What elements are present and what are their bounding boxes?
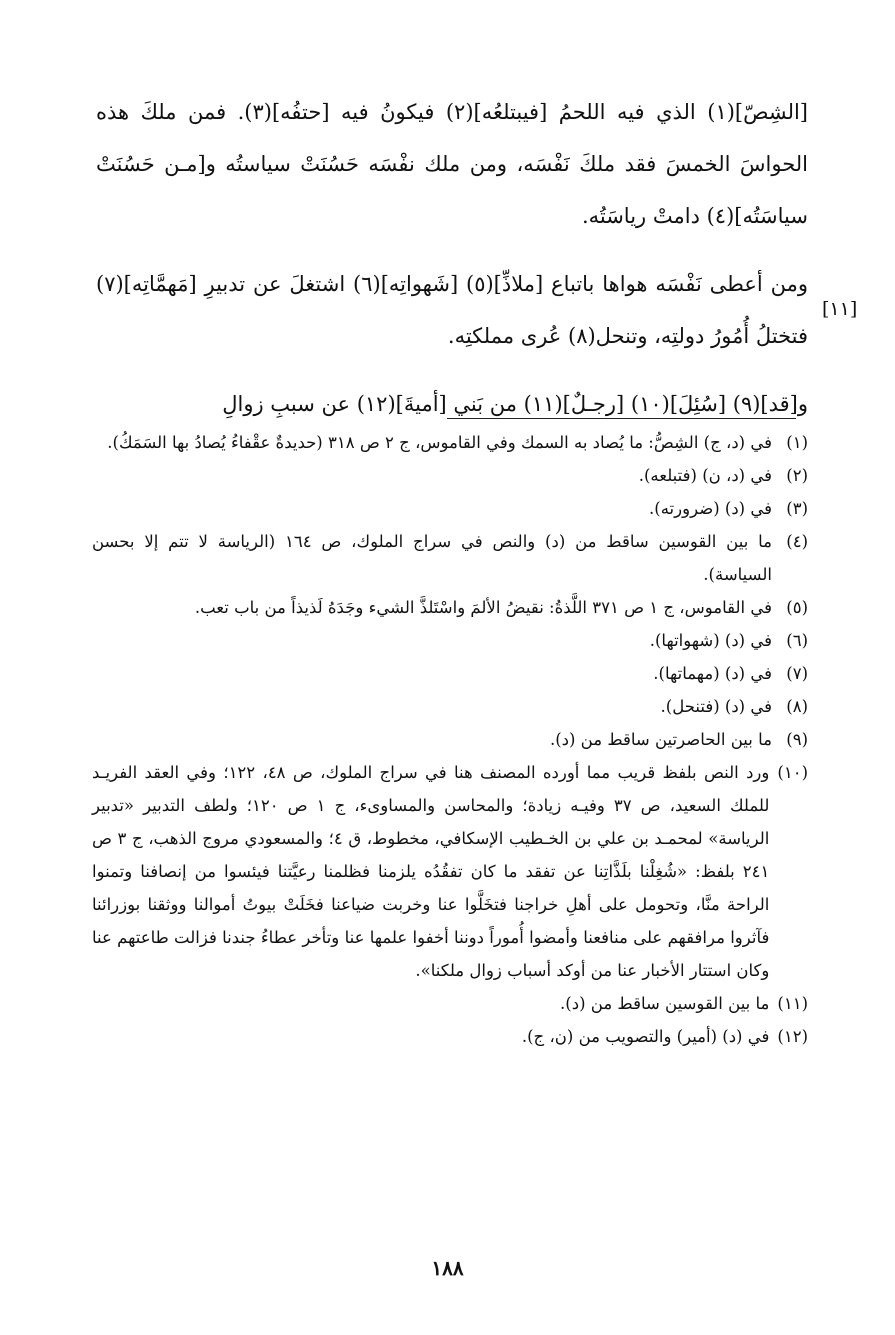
footnote-item bbox=[92, 426, 808, 459]
page-number: ١٨٨ bbox=[431, 1256, 464, 1280]
footnote-text: ما بين الحاصرتين ساقط من (د). bbox=[549, 730, 772, 749]
footnote-text: في (د) (شهواتها). bbox=[649, 631, 772, 650]
footnote-item bbox=[92, 459, 808, 492]
footnote-item bbox=[92, 987, 808, 1020]
footnote-number: (٧) bbox=[786, 664, 808, 683]
footnote-item bbox=[92, 624, 808, 657]
footnotes-list bbox=[92, 426, 808, 1053]
footnote-number: (٣) bbox=[786, 499, 808, 518]
footnote-text: في (د) (ضرورته). bbox=[649, 499, 772, 518]
main-text bbox=[96, 86, 808, 446]
margin-note: [١١] bbox=[822, 298, 858, 320]
footnote-text: في (د، ج) الشِصُّ: ما يُصاد به السمك وفي القاموس، ج ٢ ص ٣١٨ (حديدةٌ عقْفاءُ يُصادُ بها السَمَكُ). bbox=[107, 433, 772, 452]
footnote-text: في القاموس، ج ١ ص ٣٧١ اللَّذةُ: نقيضُ الألمَ واسْتَلذَّ الشيء وجَدَهُ لَذيذاً من باب تعب. bbox=[194, 598, 772, 617]
footnote-item bbox=[92, 525, 808, 591]
footnote-item bbox=[92, 657, 808, 690]
footnote-number: (٤) bbox=[786, 532, 808, 551]
footnote-item bbox=[92, 492, 808, 525]
footnote-separator bbox=[447, 418, 796, 419]
footnote-item bbox=[92, 1020, 808, 1053]
footnote-text: ما بين القوسين ساقط من (د). bbox=[560, 994, 770, 1013]
body-paragraph-3: و[قد](٩) [سُئِلَ](١٠) [رجـلٌ](١١) من بَني [أميةَ](١٢) عن سببِ زوالِ bbox=[222, 392, 808, 416]
footnote-number: (٨) bbox=[786, 697, 808, 716]
footnote-text: في (د) (أمير) والتصويب من (ن، ج). bbox=[521, 1027, 770, 1046]
footnote-number: (٩) bbox=[786, 730, 808, 749]
footnote-item bbox=[92, 756, 808, 987]
footnote-item bbox=[92, 591, 808, 624]
footnote-number: (١١) bbox=[777, 994, 808, 1013]
body-paragraph-2: ومن أعطى نَفْسَه هواها باتباع [ملاذِّ](٥) [شَهواتِه](٦) اشتغلَ عن تدبيرِ [مَهمَّاتِه](٧) فتختلُ أُمُورُ دولتِه، وتنحل(٨) عُرى مملكتِه. bbox=[96, 272, 808, 348]
footnote-text: في (د) (فتنحل). bbox=[660, 697, 772, 716]
footnote-text: في (د) (مهماتها). bbox=[653, 664, 772, 683]
footnote-text: في (د، ن) (فتبلعه). bbox=[638, 466, 772, 485]
footnote-number: (٦) bbox=[786, 631, 808, 650]
footnote-item bbox=[92, 723, 808, 756]
footnote-number: (٢) bbox=[786, 466, 808, 485]
footnote-text: ما بين القوسين ساقط من (د) والنص في سراج الملوك، ص ١٦٤ (الرياسة لا تتم إلا بحسن السياسة). bbox=[92, 532, 772, 584]
footnote-number: (١٠) bbox=[777, 763, 808, 782]
footnote-number: (١) bbox=[786, 433, 808, 452]
footnote-number: (٥) bbox=[786, 598, 808, 617]
footnote-item bbox=[92, 690, 808, 723]
footnote-number: (١٢) bbox=[777, 1027, 808, 1046]
footnote-text: ورد النص بلفظ قريب مما أورده المصنف هنا في سراج الملوك، ص ٤٨، ١٢٢؛ وفي العقد الفريـد للملك السعيد، ص ٣٧ وفيـه زيادة؛ والمحاسن والمساوىء، ج ١ ص ١٢٠؛ ولطف التدبير «تدبير الرياسة» لمحمـد بن علي بن الخـطيب الإسكافي، مخطوط، ق ٤؛ والمسعودي مروج الذهب، ج ٣ ص ٢٤١ بلفظ: «شُغِلْنا بلَذَّاتِنا عن تفقد ما كان تفقُدُه يلزمنا فظلمنا رعيَّتنا فيئسوا من إنصافنا وتمنوا الراحة منَّا، وتحومل على أهلِ خراجنا فتخَلَّوا عنا وخربت ضياعنا فخَلَتْ بيوتُ أموالنا ووثقنا بوزرائنا فآثروا مرافقهم على منافعنا وأمضوا أُموراً دوننا أخفوا علمها عنا وتأخر عطاءُ جندنا فزالت طاعتهم عنا وكان استتار الأخبار عنا من أوكد أسباب زوال ملكنا». bbox=[92, 763, 770, 980]
body-paragraph-1: [الشِصّ](١) الذي فيه اللحمُ [فيبتلعُه](٢) فيكونُ فيه [حتفُه](٣). فمن ملكَ هذه الحواسَ الخمسَ فقد ملكَ نَفْسَه، ومن ملك نفْسَه حَسُنَتْ سياستُه و[مـن حَسُنَتْ سياسَتُه](٤) دامتْ رياسَتُه. bbox=[96, 100, 808, 228]
